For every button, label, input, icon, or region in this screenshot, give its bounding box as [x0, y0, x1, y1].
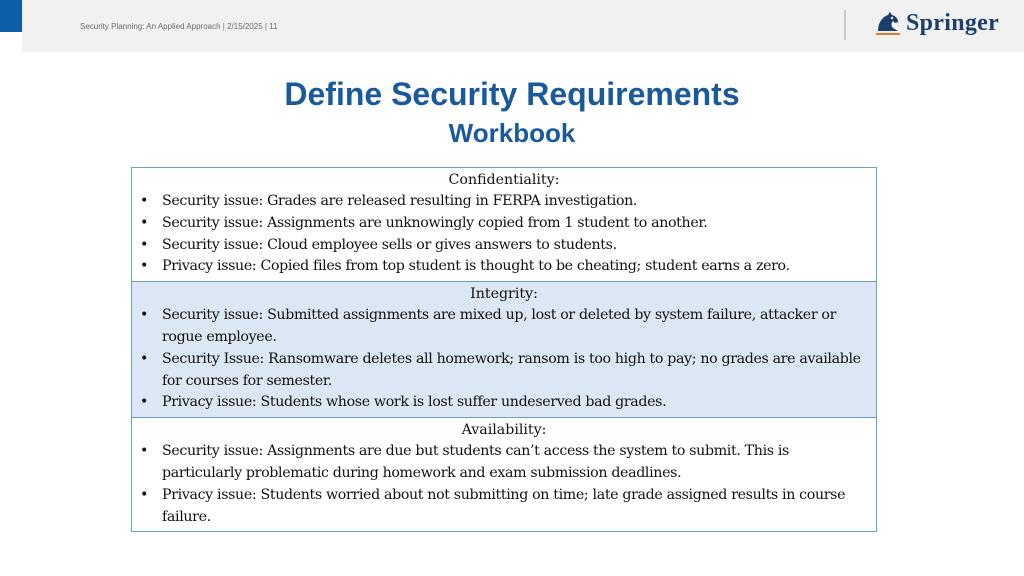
- issue-list: [138, 441, 870, 528]
- list-item-text: Privacy issue: Copied files from top student is thought to be cheating; student earns a zero.: [162, 258, 790, 275]
- list-item: [138, 191, 870, 213]
- list-item-text: Security Issue: Ransomware deletes all homework; ransom is too high to pay; no grades are available for courses for semester.: [162, 350, 861, 389]
- bullet-icon: •: [140, 443, 149, 460]
- list-item: [138, 256, 870, 278]
- list-item: [138, 305, 870, 349]
- list-item-text: Security issue: Assignments are due but students can’t access the system to submit. This is particularly problematic during homework and exam submission deadlines.: [162, 443, 789, 481]
- section-integrity: [132, 281, 876, 417]
- corner-accent: [0, 0, 22, 32]
- list-item-text: Privacy issue: Students whose work is lost suffer undeserved bad grades.: [162, 394, 667, 411]
- list-item: [138, 485, 870, 529]
- requirements-table: [131, 167, 877, 532]
- bullet-icon: •: [140, 214, 149, 231]
- issue-list: [138, 305, 870, 414]
- list-item-text: Security issue: Cloud employee sells or gives answers to students.: [162, 236, 617, 253]
- list-item-text: Security issue: Assignments are unknowingly copied from 1 student to another.: [162, 214, 708, 231]
- page-subtitle: Workbook: [448, 118, 576, 148]
- bullet-icon: •: [140, 193, 149, 209]
- logo-text: Springer: [906, 9, 1000, 36]
- list-item-text: Privacy issue: Students worried about not submitting on time; late grade assigned results in course failure.: [162, 486, 846, 525]
- list-item: [138, 235, 870, 257]
- bullet-icon: •: [140, 394, 149, 411]
- list-item: [138, 441, 870, 485]
- section-heading: Integrity:: [470, 286, 538, 303]
- springer-horse-icon: [874, 9, 902, 37]
- footer-text: Security Planning: An Applied Approach | 2/15/2025 | 11: [80, 22, 278, 31]
- list-item-text: Security issue: Grades are released resulting in FERPA investigation.: [162, 193, 638, 209]
- list-item: [138, 349, 870, 393]
- bullet-icon: •: [140, 350, 149, 367]
- list-item: [138, 213, 870, 235]
- bullet-icon: •: [140, 307, 149, 324]
- bullet-icon: •: [140, 486, 149, 503]
- list-item-text: Security issue: Submitted assignments are mixed up, lost or deleted by system failure, attacker or rogue employee.: [162, 307, 837, 345]
- list-item: [138, 392, 870, 414]
- section-heading: Confidentiality:: [448, 172, 560, 188]
- bullet-icon: •: [140, 258, 149, 275]
- page-title: Define Security Requirements: [284, 76, 740, 112]
- springer-logo: [874, 9, 999, 37]
- header-divider: [844, 10, 846, 40]
- section-availability: [132, 417, 876, 531]
- bullet-icon: •: [140, 236, 149, 253]
- section-heading: Availability:: [461, 422, 547, 439]
- section-confidentiality: [132, 168, 876, 281]
- header-band: [22, 0, 1024, 52]
- issue-list: [138, 191, 870, 278]
